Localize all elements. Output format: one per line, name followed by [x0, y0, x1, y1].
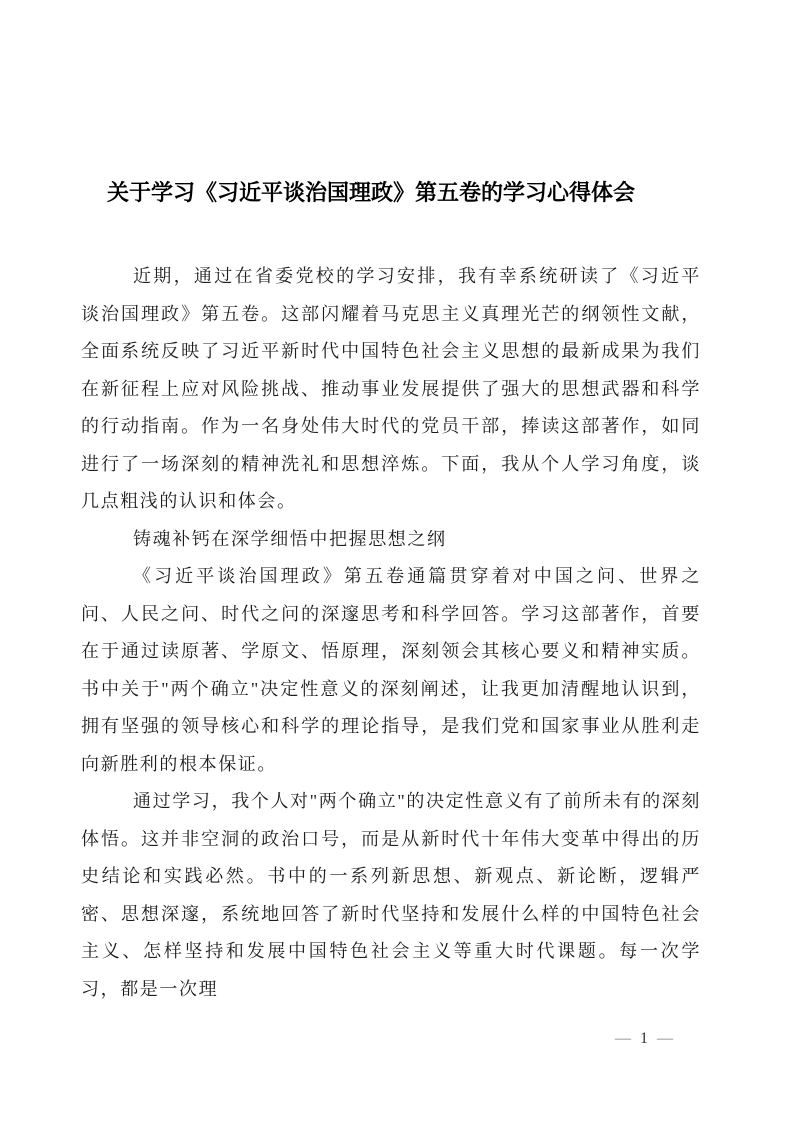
- document-title: 关于学习《习近平谈治国理政》第五卷的学习心得体会: [107, 179, 636, 205]
- document-body: [81, 258, 701, 1008]
- page-number-right-dash: —: [657, 1030, 673, 1047]
- paragraph: 《习近平谈治国理政》第五卷通篇贯穿着对中国之问、世界之问、人民之问、时代之问的深邃思考和科学回答。学习这部著作，首要在于通过读原著、学原文、悟原理，深刻领会其核心要义和精神实质。书中关于"两个确立"决定性意义的深刻阐述，让我更加清醒地认识到，拥有坚强的领导核心和科学的理论指导，是我们党和国家事业从胜利走向新胜利的根本保证。: [81, 566, 701, 774]
- paragraph: 通过学习，我个人对"两个确立"的决定性意义有了前所未有的深刻体悟。这并非空洞的政治口号，而是从新时代十年伟大变革中得出的历史结论和实践必然。书中的一系列新思想、新观点、新论断，逻辑严密、思想深邃，系统地回答了新时代坚持和发展什么样的中国特色社会主义、怎样坚持和发展中国特色社会主义等重大时代课题。每一次学习，都是一次理: [81, 791, 701, 999]
- section-heading: 铸魂补钙在深学细悟中把握思想之纲: [133, 528, 447, 549]
- page-number-value: 1: [640, 1030, 648, 1047]
- page-number: [615, 1029, 673, 1049]
- paragraph: 近期，通过在省委党校的学习安排，我有幸系统研读了《习近平谈治国理政》第五卷。这部闪耀着马克思主义真理光芒的纲领性文献，全面系统反映了习近平新时代中国特色社会主义思想的最新成果为我们在新征程上应对风险挑战、推动事业发展提供了强大的思想武器和科学的行动指南。作为一名身处伟大时代的党员干部，捧读这部著作，如同进行了一场深刻的精神洗礼和思想淬炼。下面，我从个人学习角度，谈几点粗浅的认识和体会。: [81, 266, 701, 511]
- page-number-left-dash: —: [615, 1030, 631, 1047]
